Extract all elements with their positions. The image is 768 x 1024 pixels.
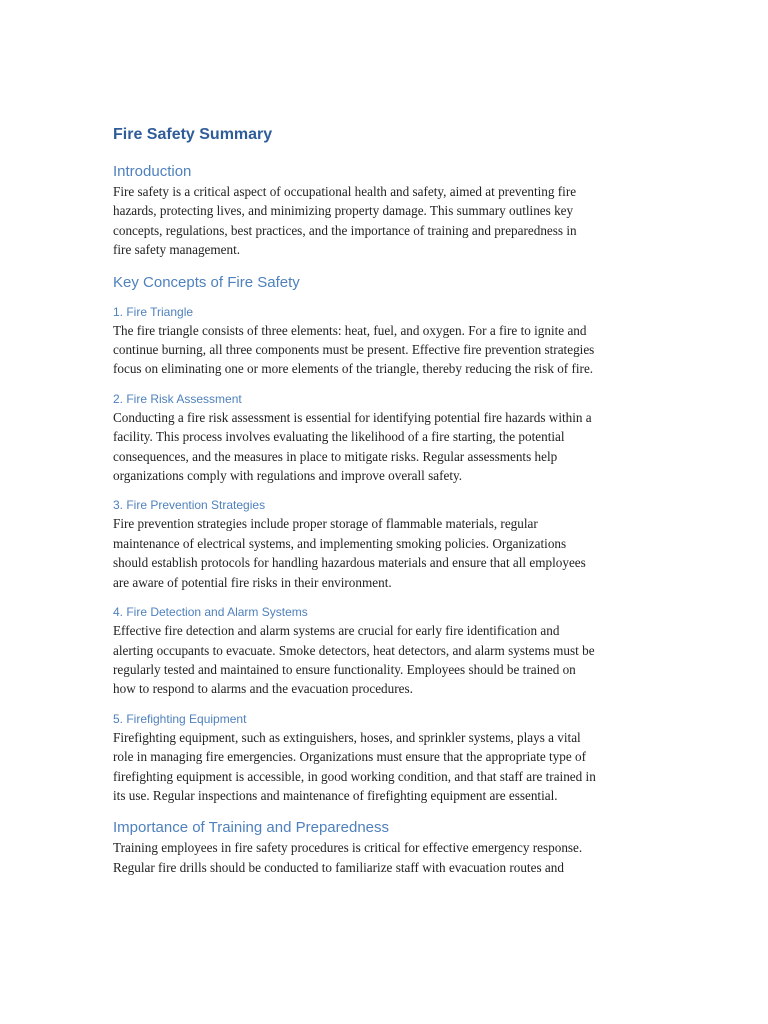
paragraph-line: facility. This process involves evaluating the likelihood of a fire starting, the potential (113, 429, 565, 445)
paragraph-line: alerting occupants to evacuate. Smoke detectors, heat detectors, and alarm systems must be (113, 642, 595, 658)
paragraph-line: continue burning, all three components must be present. Effective fire prevention strategies (113, 342, 595, 358)
section-heading-fire-risk-assessment: 2. Fire Risk Assessment (113, 391, 242, 406)
paragraph-line: its use. Regular inspections and maintenance of firefighting equipment are essential. (113, 787, 558, 803)
section-heading-fire-prevention-strategies: 3. Fire Prevention Strategies (113, 498, 266, 513)
training-heading: Importance of Training and Preparedness (113, 819, 389, 837)
paragraph-line: Conducting a fire risk assessment is essential for identifying potential fire hazards within a (113, 409, 592, 425)
paragraph-line: role in managing fire emergencies. Organizations must ensure that the appropriate type of (113, 749, 587, 765)
introduction-heading: Introduction (113, 163, 192, 180)
paragraph-line: Training employees in fire safety procedures is critical for effective emergency response. (113, 840, 583, 856)
paragraph-line: firefighting equipment is accessible, in good working condition, and that staff are trained in (113, 768, 596, 784)
section-paragraph-fire-detection-alarm-systems (113, 621, 658, 699)
paragraph-line: hazards, protecting lives, and minimizing property damage. This summary outlines key (113, 203, 574, 219)
paragraph-line: Effective fire detection and alarm systems are crucial for early fire identification and (113, 623, 560, 639)
paragraph-line: focus on eliminating one or more elements of the triangle, thereby reducing the risk of fire. (113, 361, 594, 377)
section-heading-fire-detection-alarm-systems: 4. Fire Detection and Alarm Systems (113, 605, 308, 620)
section-paragraph-fire-triangle (113, 321, 658, 379)
paragraph-line: concepts, regulations, best practices, and the importance of training and preparedness in (113, 222, 577, 238)
document-title: Fire Safety Summary (113, 126, 273, 143)
paragraph-line: Firefighting equipment, such as extinguishers, hoses, and sprinkler systems, plays a vital (113, 729, 581, 745)
paragraph-line: organizations comply with regulations and improve overall safety. (113, 468, 463, 484)
document-content (113, 124, 658, 877)
paragraph-line: regularly tested and maintained to ensure functionality. Employees should be trained on (113, 661, 576, 677)
paragraph-line: Fire prevention strategies include proper storage of flammable materials, regular (113, 516, 538, 532)
paragraph-line: fire safety management. (113, 242, 241, 258)
introduction-paragraph (113, 182, 658, 260)
paragraph-line: consequences, and the measures in place to mitigate risks. Regular assessments help (113, 448, 558, 464)
section-heading-firefighting-equipment: 5. Firefighting Equipment (113, 711, 247, 726)
paragraph-line: Fire safety is a critical aspect of occupational health and safety, aimed at preventing fire (113, 184, 577, 199)
paragraph-line: should establish protocols for handling hazardous materials and ensure that all employees (113, 555, 586, 571)
section-heading-fire-triangle: 1. Fire Triangle (113, 304, 194, 319)
paragraph-line: how to respond to alarms and the evacuation procedures. (113, 681, 413, 697)
key-concepts-heading: Key Concepts of Fire Safety (113, 273, 300, 291)
paragraph-line: Regular fire drills should be conducted to familiarize staff with evacuation routes and (113, 859, 564, 875)
section-paragraph-firefighting-equipment (113, 728, 658, 806)
paragraph-line: maintenance of electrical systems, and implementing smoking policies. Organizations (113, 535, 567, 551)
paragraph-line: are aware of potential fire risks in their environment. (113, 574, 392, 590)
paragraph-line: The fire triangle consists of three elements: heat, fuel, and oxygen. For a fire to ignite and (113, 322, 587, 338)
section-paragraph-fire-risk-assessment (113, 408, 658, 486)
section-paragraph-fire-prevention-strategies (113, 514, 658, 592)
training-paragraph (113, 838, 658, 877)
